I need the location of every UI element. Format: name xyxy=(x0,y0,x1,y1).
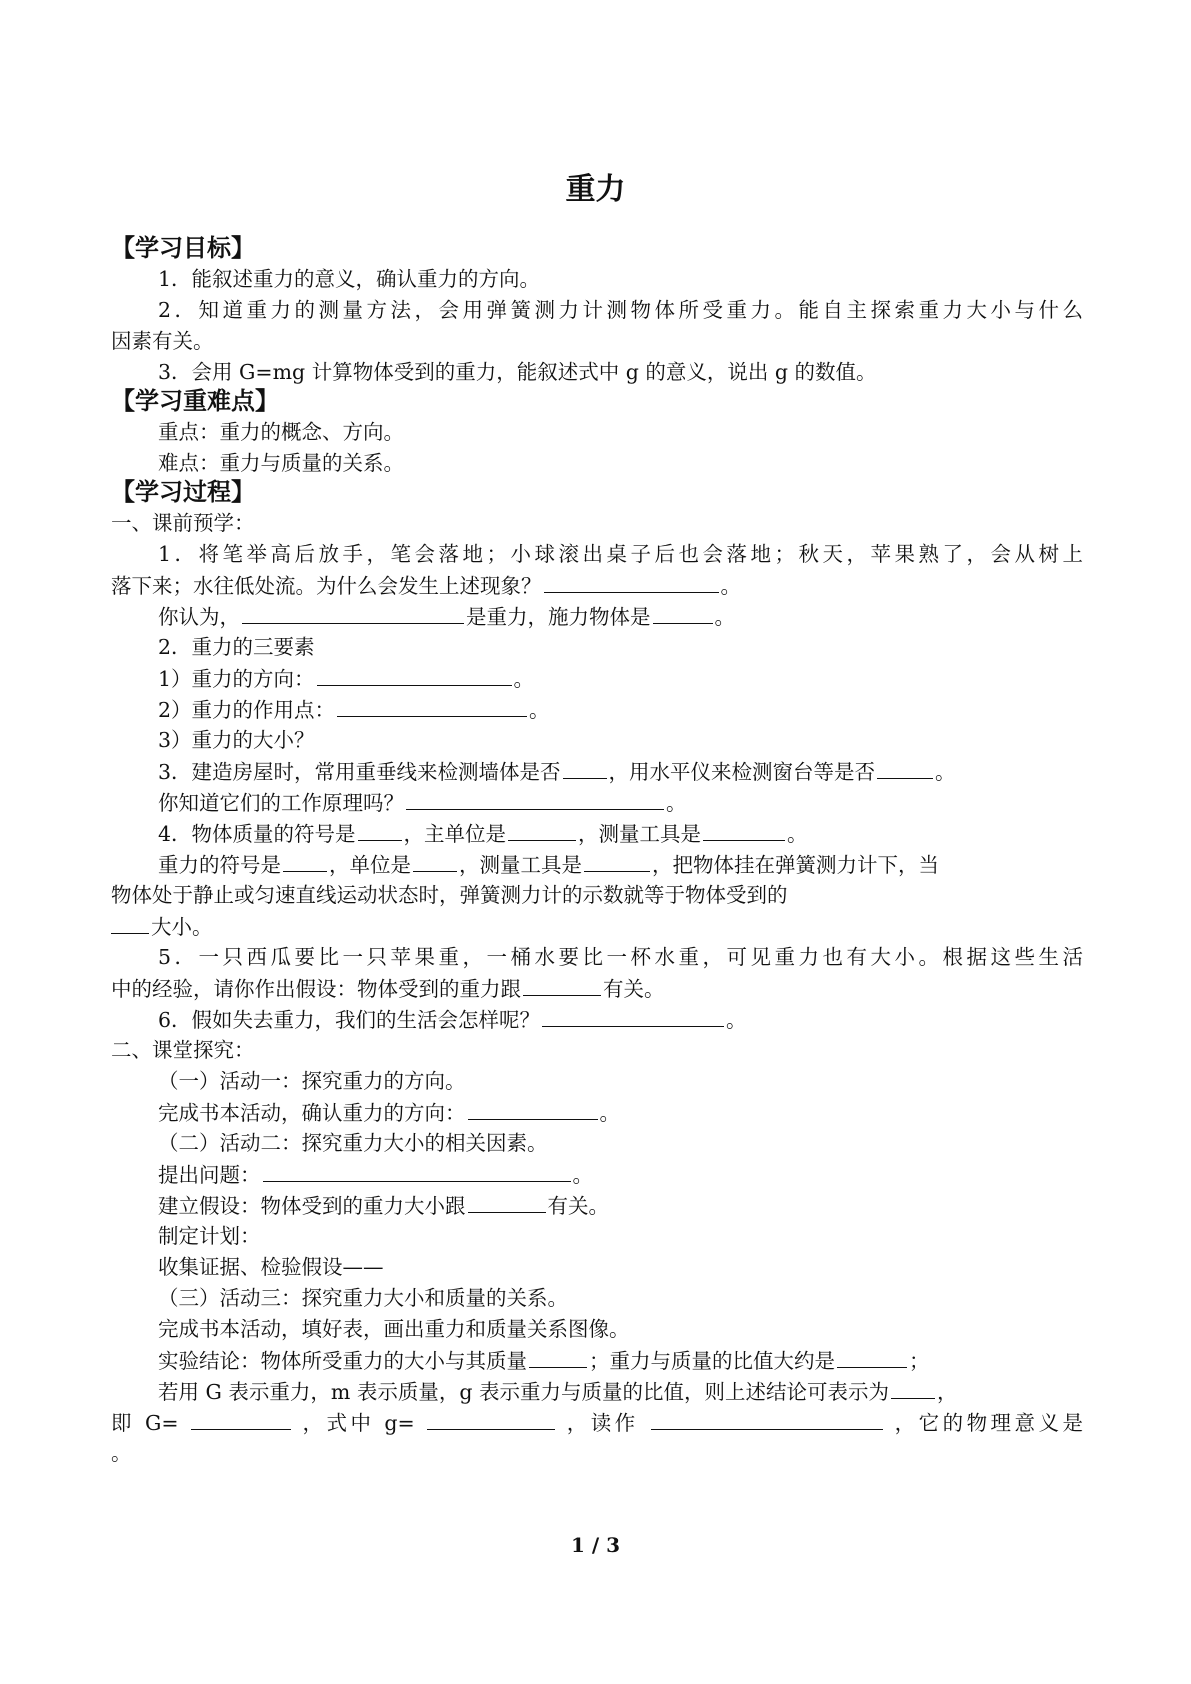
activity-3: （三）活动三：探究重力大小和质量的关系。 xyxy=(158,1286,568,1310)
question-3a-end: 。 xyxy=(935,760,956,784)
preview-heading: 一、课前预学： xyxy=(111,511,255,535)
activity-2-collect: 收集证据、检验假设—— xyxy=(158,1255,384,1279)
question-4b-mid2: ，测量工具是 xyxy=(459,853,582,877)
answer-blank[interactable] xyxy=(837,1345,907,1368)
answer-blank[interactable] xyxy=(191,1407,291,1430)
activity-3-end: 。 xyxy=(111,1441,132,1465)
question-5a: 5．一只西瓜要比一只苹果重，一桶水要比一杯水重，可见重力也有大小。根据这些生活 xyxy=(158,945,1083,969)
answer-blank[interactable] xyxy=(544,570,719,593)
question-6 xyxy=(158,1004,1083,1036)
answer-blank[interactable] xyxy=(111,911,149,934)
section-key-points: 【学习重难点】 xyxy=(111,387,279,415)
question-1a: 1．将笔举高后放手，笔会落地；小球滚出桌子后也会落地；秋天，苹果熟了，会从树上 xyxy=(158,542,1083,566)
activity-2-hypothesis-text: 建立假设：物体受到的重力大小跟 xyxy=(158,1194,466,1218)
activity-3-task: 完成书本活动，填好表，画出重力和质量关系图像。 xyxy=(158,1317,630,1341)
activity-3-conclusion-text: 实验结论：物体所受重力的大小与其质量 xyxy=(158,1349,527,1373)
question-1b-text: 落下来；水往低处流。为什么会发生上述现象？ xyxy=(111,574,542,598)
answer-blank[interactable] xyxy=(263,1159,571,1182)
question-4a-end: 。 xyxy=(787,822,808,846)
answer-blank[interactable] xyxy=(406,787,664,810)
question-1c-end: 。 xyxy=(714,605,735,629)
answer-blank[interactable] xyxy=(653,601,713,624)
difficult-point: 难点：重力与质量的关系。 xyxy=(158,451,404,475)
activity-2-question xyxy=(158,1159,1083,1191)
activity-1-task xyxy=(158,1097,1083,1129)
question-4b-mid1: ，单位是 xyxy=(329,853,411,877)
question-4a xyxy=(158,818,1083,850)
question-4b xyxy=(158,849,1083,881)
answer-blank[interactable] xyxy=(317,663,512,686)
question-6-text: 6．假如失去重力，我们的生活会怎样呢？ xyxy=(158,1008,541,1032)
explore-heading: 二、课堂探究： xyxy=(111,1038,255,1062)
activity-2-hypothesis xyxy=(158,1190,1083,1222)
question-5b xyxy=(111,973,1083,1005)
answer-blank[interactable] xyxy=(427,1407,555,1430)
objective-2a: 2．知道重力的测量方法，会用弹簧测力计测物体所受重力。能自主探索重力大小与什么 xyxy=(158,298,1083,322)
activity-1-task-text: 完成书本活动，确认重力的方向： xyxy=(158,1101,466,1125)
question-1c-mid: 是重力，施力物体是 xyxy=(466,605,651,629)
formula-g-label: 即 G= xyxy=(111,1411,179,1435)
question-2-1-text: 1）重力的方向： xyxy=(158,667,315,691)
answer-blank[interactable] xyxy=(523,973,601,996)
answer-blank[interactable] xyxy=(563,756,607,779)
activity-2-plan: 制定计划： xyxy=(158,1224,261,1248)
activity-3-conclusion xyxy=(158,1345,1083,1377)
question-1b xyxy=(111,570,1083,602)
activity-2-question-end: 。 xyxy=(572,1163,593,1187)
page-number: 1 / 3 xyxy=(570,1533,621,1557)
activity-3-conclusion-mid: ；重力与质量的比值大约是 xyxy=(589,1349,835,1373)
question-2-2-text: 2）重力的作用点： xyxy=(158,698,336,722)
answer-blank[interactable] xyxy=(283,849,327,872)
answer-blank[interactable] xyxy=(242,601,464,624)
question-2-1 xyxy=(158,663,1083,695)
objective-2b: 因素有关。 xyxy=(111,329,214,353)
question-4a-text: 4．物体质量的符号是 xyxy=(158,822,356,846)
answer-blank[interactable] xyxy=(413,849,457,872)
answer-blank[interactable] xyxy=(542,1004,724,1027)
activity-3-formula-end: ， xyxy=(937,1380,958,1404)
question-2-2-end: 。 xyxy=(529,698,550,722)
answer-blank[interactable] xyxy=(651,1407,883,1430)
answer-blank[interactable] xyxy=(891,1376,935,1399)
activity-3-formula-text: 若用 G 表示重力，m 表示质量，g 表示重力与质量的比值，则上述结论可表示为 xyxy=(158,1380,890,1404)
answer-blank[interactable] xyxy=(703,818,785,841)
activity-2-question-text: 提出问题： xyxy=(158,1163,261,1187)
question-5b-text: 中的经验，请你作出假设：物体受到的重力跟 xyxy=(111,977,521,1001)
question-3b-text: 你知道它们的工作原理吗？ xyxy=(158,791,404,815)
question-2: 2．重力的三要素 xyxy=(158,635,315,659)
question-3a-text: 3．建造房屋时，常用重垂线来检测墙体是否 xyxy=(158,760,561,784)
activity-2-hypothesis-end: 有关。 xyxy=(547,1194,609,1218)
activity-1: （一）活动一：探究重力的方向。 xyxy=(158,1069,466,1093)
question-2-2 xyxy=(158,694,1083,726)
question-2-1-end: 。 xyxy=(513,667,535,691)
answer-blank[interactable] xyxy=(584,849,650,872)
objective-3: 3．会用 G=mg 计算物体受到的重力，能叙述式中 g 的意义，说出 g 的数值。 xyxy=(158,360,877,384)
activity-3-formula-line xyxy=(111,1407,1083,1439)
question-4b-end: ，把物体挂在弹簧测力计下，当 xyxy=(652,853,939,877)
question-1c xyxy=(158,601,1083,633)
answer-blank[interactable] xyxy=(529,1345,587,1368)
question-4a-mid2: ，测量工具是 xyxy=(578,822,702,846)
answer-blank[interactable] xyxy=(877,756,933,779)
question-4d xyxy=(111,911,1083,943)
question-6-end: 。 xyxy=(726,1008,747,1032)
question-1c-text: 你认为， xyxy=(158,605,240,629)
question-3a xyxy=(158,756,1083,788)
formula-read-label: ，读作 xyxy=(566,1411,639,1435)
answer-blank[interactable] xyxy=(508,818,576,841)
objective-1: 1．能叙述重力的意义，确认重力的方向。 xyxy=(158,267,541,291)
page-title: 重力 xyxy=(565,172,626,207)
activity-3-formula-intro xyxy=(158,1376,1083,1408)
activity-2: （二）活动二：探究重力大小的相关因素。 xyxy=(158,1131,548,1155)
section-process: 【学习过程】 xyxy=(111,478,255,506)
key-point: 重点：重力的概念、方向。 xyxy=(158,420,404,444)
question-4c: 物体处于静止或匀速直线运动状态时，弹簧测力计的示数就等于物体受到的 xyxy=(111,883,788,907)
activity-1-task-end: 。 xyxy=(599,1101,620,1125)
question-3b-end: 。 xyxy=(666,791,687,815)
formula-g-value-label: ，式中 g= xyxy=(302,1411,415,1435)
question-4d-end: 大小。 xyxy=(151,915,213,939)
question-4b-text: 重力的符号是 xyxy=(158,853,281,877)
question-1b-end: 。 xyxy=(720,574,741,598)
question-4a-mid1: ，主单位是 xyxy=(403,822,507,846)
question-5b-end: 有关。 xyxy=(603,977,665,1001)
question-3b xyxy=(158,787,1083,819)
activity-3-conclusion-end: ； xyxy=(909,1349,930,1373)
answer-blank[interactable] xyxy=(337,694,527,717)
question-2-3: 3）重力的大小？ xyxy=(158,728,315,752)
section-objectives: 【学习目标】 xyxy=(111,234,255,262)
answer-blank[interactable] xyxy=(358,818,402,841)
answer-blank[interactable] xyxy=(468,1097,598,1120)
formula-meaning-label: ，它的物理意义是 xyxy=(894,1411,1083,1435)
question-3a-mid: ，用水平仪来检测窗台等是否 xyxy=(608,760,876,784)
answer-blank[interactable] xyxy=(468,1190,546,1213)
